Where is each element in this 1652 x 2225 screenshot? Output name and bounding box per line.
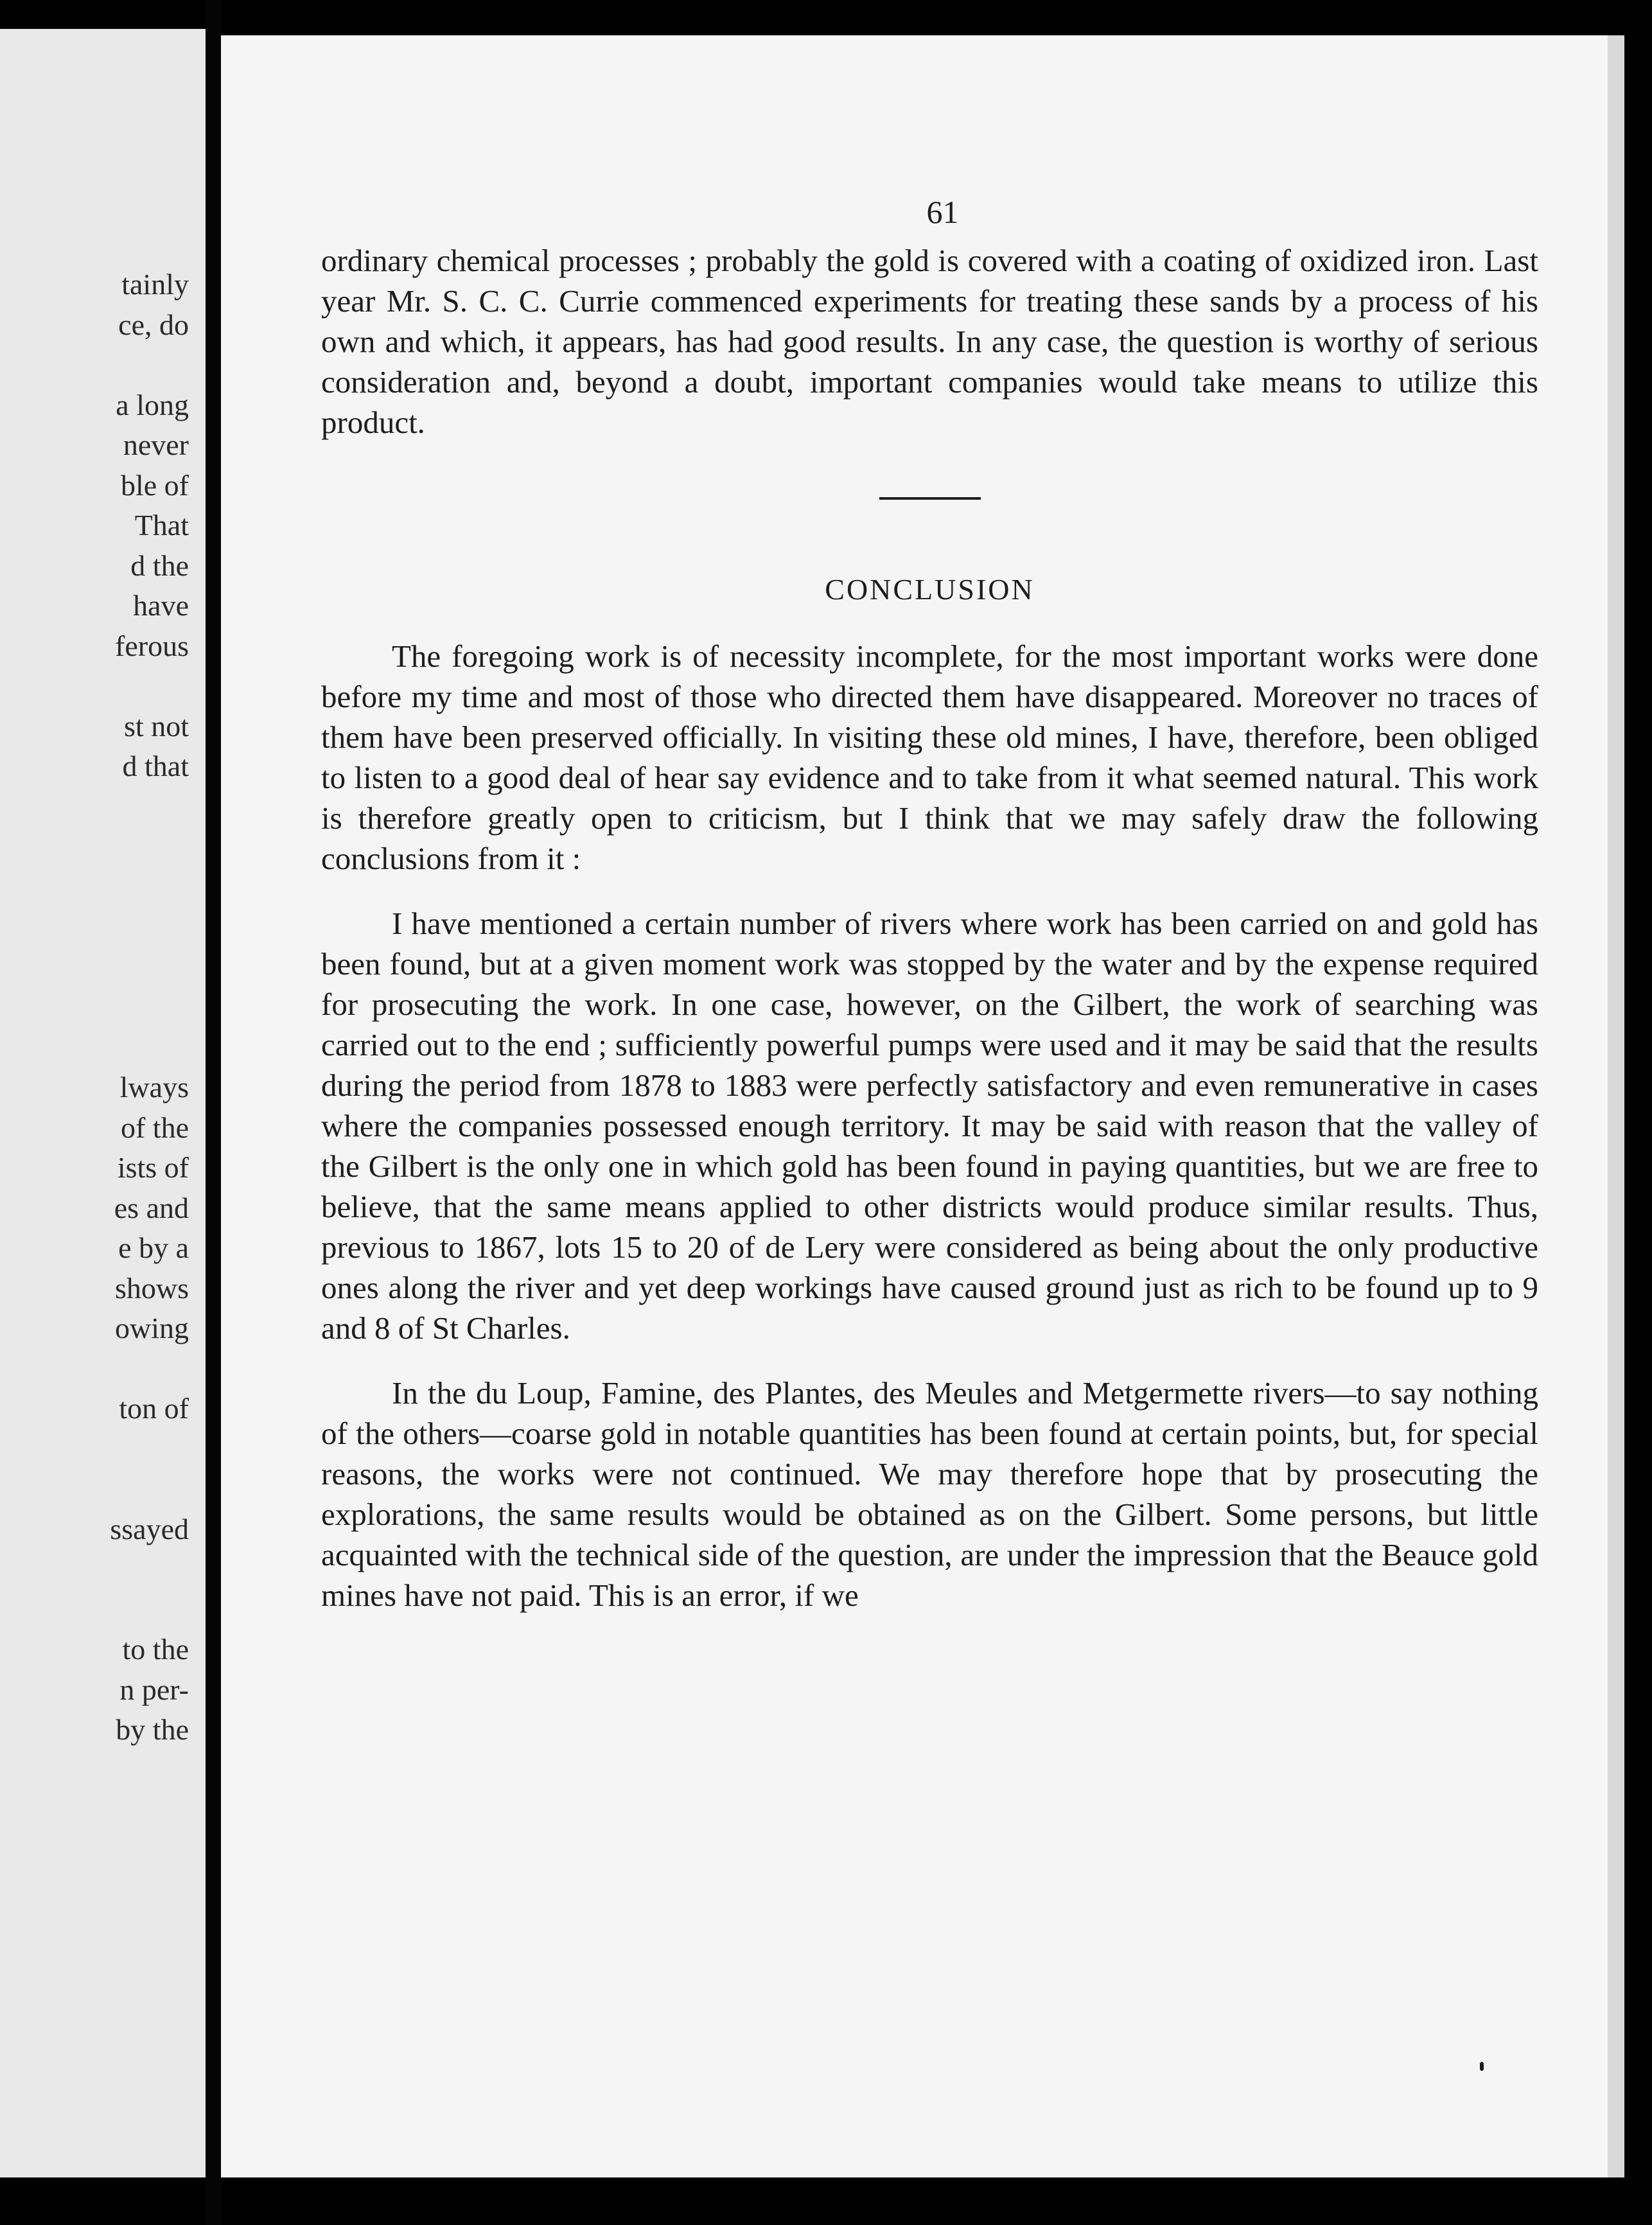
left-page-line: tainly [121, 268, 189, 301]
left-page-line: of the [120, 1111, 189, 1144]
left-page-line: shows [114, 1271, 189, 1305]
section-heading: CONCLUSION [825, 573, 1035, 606]
paragraph-2: I have mentioned a certain number of rivers where work has been carried on and gold has been found, but at a given moment work was stopped by the water and by the expense required for prosecuting the work. In one case, however, on the Gilbert, the work of searching was carried out to the end ; sufficiently powerful pumps were used and it may be said that the results during the period from 1878 to 1883 were perfectly satisfactory and even remunerative in cases where the companies possessed enough territory. It may be said with reason that the valley of the Gilbert is the only one in which gold has been found in paying quantities, but we are free to believe, that the same means applied to other districts would produce similar results. Thus, previous to 1867, lots 15 to 20 of de Lery were considered as being about the only productive ones along the river and yet deep workings have caused ground just as rich to be found up to 9 and 8 of St Charles. [321, 906, 1538, 1346]
left-page-line: to the [122, 1633, 189, 1666]
left-page-line: d the [130, 549, 189, 582]
left-page-line: ton of [119, 1392, 189, 1425]
left-page-line: ble of [120, 468, 189, 502]
left-page-line: have [133, 589, 189, 622]
left-page-line: st not [124, 709, 189, 743]
left-page-line: d that [122, 750, 189, 782]
left-page-line: ce, do [118, 308, 189, 341]
left-page-line: owing [115, 1312, 189, 1344]
left-page-fragment [0, 29, 206, 2177]
page-edge [1608, 35, 1624, 2177]
right-page [221, 35, 1624, 2177]
left-page-line: ssayed [110, 1512, 189, 1545]
section-divider [879, 497, 981, 500]
left-page-line: es and [114, 1191, 189, 1224]
left-page-line: n per- [119, 1673, 189, 1706]
left-page-line: That [134, 509, 189, 541]
paragraph-3: In the du Loup, Famine, des Plantes, des Meules and Metgermette rivers—to say nothing of the others—coarse gold in notable quantities has been found at certain points, but, for special reasons, the works were not continued. We may therefore hope that by prosecuting the explorations, the same results would be obtained as on the Gilbert. Some persons, but little acquainted with the technical side of the question, are under the impression that the Beauce gold mines have not paid. This is an error, if we [321, 1375, 1538, 1613]
page-number: 61 [926, 194, 959, 230]
paragraph-1: The foregoing work is of necessity incomplete, for the most important works were done before my time and most of those who directed them have disappeared. Moreover no traces of them have been preserved officially. In visiting these old mines, I have, therefore, been obliged to listen to a good deal of hear say evidence and to take from it what seemed natural. This work is therefore greatly open to criticism, but I think that we may safely draw the following conclusions from it : [321, 638, 1538, 876]
book-gutter [206, 0, 221, 2225]
left-page-line: ferous [115, 629, 189, 662]
left-page-line: by the [116, 1713, 189, 1746]
left-page-line: e by a [118, 1231, 189, 1264]
left-page-line: lways [119, 1071, 189, 1104]
left-page-line: never [123, 428, 189, 461]
left-page-line: ists of [117, 1151, 189, 1184]
intro-paragraph: ordinary chemical processes ; probably the gold is covered with a coating of oxidized iron. Last year Mr. S. C. C. Currie commenced experiments for treating these sands by a process of his own and which, it appears, has had good results. In any case, the question is worthy of serious consideration and, beyond a doubt, important companies would take means to utilize this product. [321, 243, 1538, 440]
ink-speck [1480, 2062, 1484, 2071]
left-page-line: a long [116, 388, 189, 421]
text-column [321, 193, 1538, 1615]
